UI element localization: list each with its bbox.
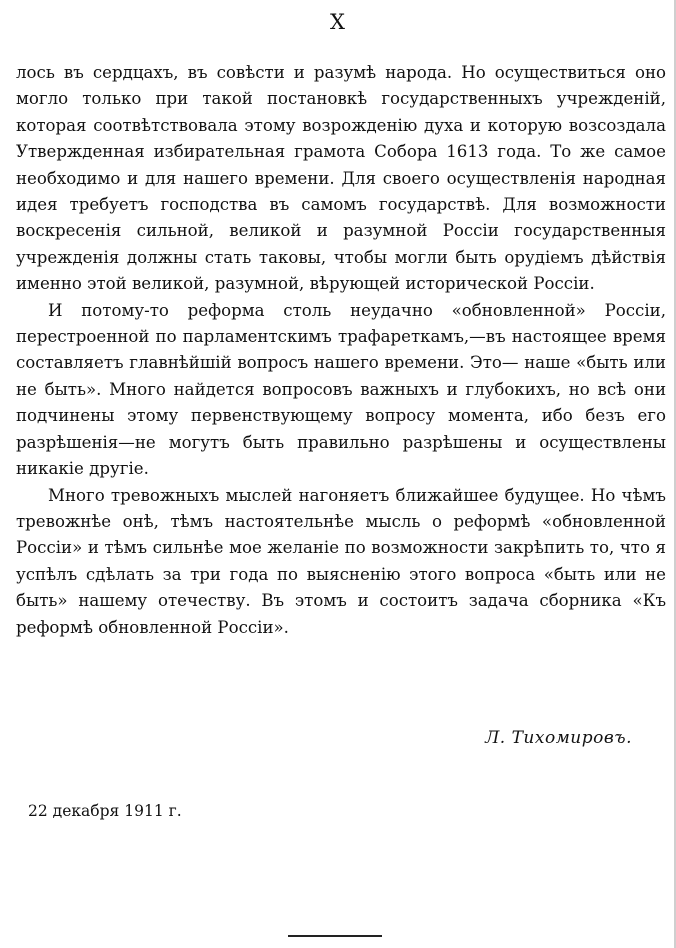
page-number: X <box>330 10 346 34</box>
footer-rule <box>288 935 382 937</box>
paragraph-1: лось въ сердцахъ, въ совѣсти и разумѣ народа. Но осуществиться оно могло только при такой постановкѣ государственныхъ учрежденій, которая соотвѣтствовала этому возрожденію духа и которую возсоздала Утвержденная избирательная грамота Собора 1613 года. То же самое необходимо и для нашего времени. Для своего осуществленія народная идея требуетъ господства въ самомъ государствѣ. Для возможности воскресенія сильной, великой и разумной Россіи государственныя учрежденія должны стать таковы, чтобы могли быть орудіемъ дѣйствія именно этой великой, разумной, вѣрующей исторической Россіи. <box>16 63 666 294</box>
date-line: 22 декабря 1911 г. <box>28 802 182 820</box>
paragraph-3: Много тревожныхъ мыслей нагоняетъ ближайшее будущее. Но чѣмъ тревожнѣе онѣ, тѣмъ настоятельнѣе мысль о реформѣ «обновленной Россіи» и тѣмъ сильнѣе мое желаніе по возможности закрѣпить то, что я успѣлъ сдѣлать за три года по выясненію этого вопроса «быть или не быть» нашему отечеству. Въ этомъ и состоитъ задача сборника «Къ реформѣ обновленной Россіи». <box>16 485 666 637</box>
paragraph-2: И потому-то реформа столь неудачно «обновленной» Россіи, перестроенной по парламентскимъ трафареткамъ,—въ настоящее время составляетъ главнѣйшій вопросъ нашего времени. Это— наше «быть или не быть». Много найдется вопросовъ важныхъ и глубокихъ, но всѣ они подчинены этому первенствующему вопросу момента, ибо безъ его разрѣшенія—не могутъ быть правильно разрѣшены и осуществлены никакіе другіе. <box>16 300 666 479</box>
author-signature: Л. Тихомировъ. <box>485 728 632 748</box>
body-text <box>16 60 666 641</box>
